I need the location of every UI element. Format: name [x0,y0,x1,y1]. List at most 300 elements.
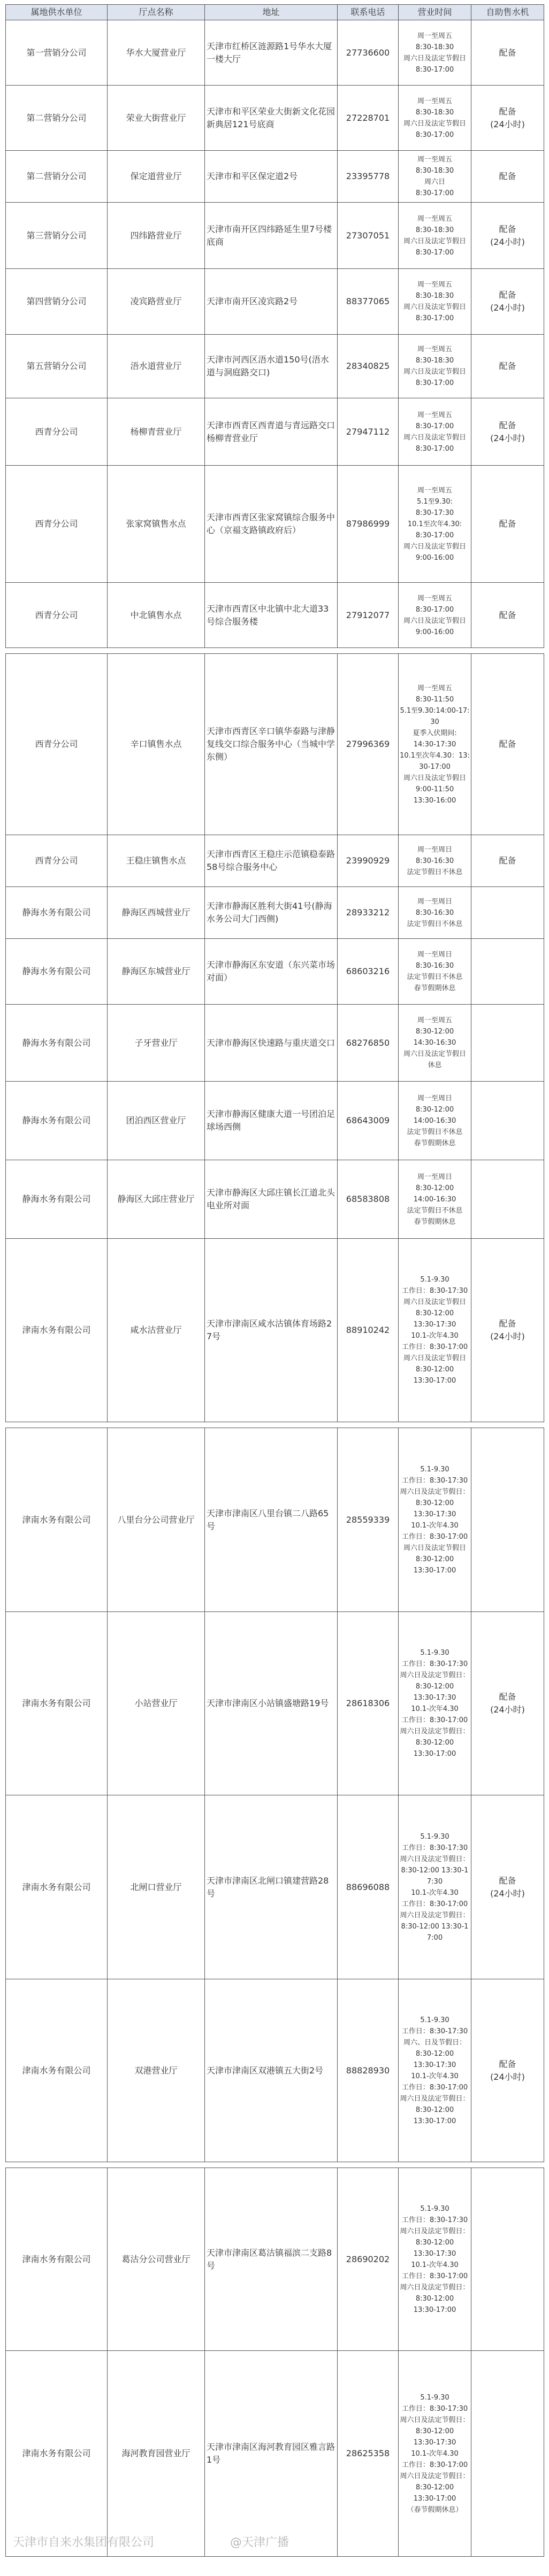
hours-line: 10.1-次年4.30 [411,1521,459,1530]
vending-machine-cell [471,466,544,583]
phone-cell: 28559339 [338,1428,399,1612]
hours-line: 8:30-12:00 [415,1683,454,1691]
unit-cell: 第二营销分公司 [6,86,108,151]
hours-line: 周一至周日 [417,951,452,959]
hours-line: 周一至周五 [417,345,452,353]
hours-cell [399,654,471,835]
hours-line: 8:30-12:00 [415,2105,454,2114]
hours-line: 周一至周五 [417,594,452,603]
phone-cell: 28625358 [338,2351,399,2557]
vending-machine-status: 配备 [499,2058,516,2069]
table-row [6,2351,544,2557]
phone-cell: 28618306 [338,1612,399,1795]
hours-cell [399,2351,471,2557]
hours-line: 周六日 [424,178,445,186]
hours-line: 周一至周五 [417,684,452,692]
vending-machine-cell [471,939,544,1005]
hours-line: 周六日及法定节假日 [403,237,466,245]
table-row [6,398,544,466]
hours-line: 周一至周五 [417,281,452,289]
hours-line: 5.1-9.30 [420,1649,449,1657]
table-row [6,654,544,835]
unit-cell: 西青分公司 [6,654,108,835]
hours-line: 5.1-9.30 [420,2393,449,2402]
vending-machine-status: (24小时) [490,119,525,129]
hours-line: 工作日：8:30-17:00 [401,1716,468,1724]
hours-line: 8:30-17:00 [415,65,454,74]
vending-machine-cell [471,887,544,939]
unit-cell: 第二营销分公司 [6,151,108,203]
phone-cell: 23395778 [338,151,399,203]
unit-cell: 静海水务有限公司 [6,939,108,1005]
table-row [6,203,544,269]
hours-line: 法定节假日不休息 [407,1128,463,1136]
hours-line: 周一至周日 [417,897,452,906]
unit-cell: 津南水务有限公司 [6,1612,108,1795]
table-row [6,1612,544,1795]
address-cell: 天津市静海区快速路与重庆道交口 [205,1005,338,1082]
hours-line: 8:30-18:30 [415,43,454,51]
hall-name-cell: 子牙营业厅 [108,1005,205,1082]
hall-name-cell: 北闸口营业厅 [108,1795,205,1979]
hours-line: 9:00-16:00 [415,553,454,562]
hours-cell [399,398,471,466]
hours-line: 周六日及法定节假日 [403,54,466,63]
hall-name-cell: 咸水沽营业厅 [108,1239,205,1422]
address-cell: 天津市津南区小站镇盛塘路19号 [205,1612,338,1795]
vending-machine-cell [471,1979,544,2162]
hours-line: 14:00-16:30 [413,1195,456,1204]
hours-line: 法定节假日不休息 [407,868,463,876]
table-row [6,1428,544,1612]
column-header: 属地供水单位 [6,5,108,20]
hours-line: 周六日及法定节假日： [400,2094,470,2103]
hall-name-cell: 双港营业厅 [108,1979,205,2162]
hours-line: 工作日：8:30-17:30 [401,1287,468,1295]
hours-line: 8:30-11:50 [415,695,454,704]
hours-line: 8:30-12:00 [415,2294,454,2303]
hours-line: 5.1-9.30 [420,2204,449,2213]
hours-line: 周六日及法定节假日 [403,542,466,551]
hall-name-cell: 四纬路营业厅 [108,203,205,269]
hours-line: 5.1-9.30 [420,1276,449,1284]
hours-cell [399,2168,471,2351]
phone-cell: 28933212 [338,887,399,939]
hall-name-cell: 王稳庄镇售水点 [108,835,205,887]
phone-cell: 27736600 [338,20,399,86]
vending-machine-status: 配备 [499,361,516,371]
hours-line: 8:30-17:00 [415,531,454,539]
hours-line: 9:00-16:00 [415,628,454,636]
hours-line: 周六日及法定节假日 [403,303,466,311]
address-cell: 天津市西青区中北镇中北大道33号综合服务楼 [205,583,338,648]
hours-line: 13:30-17:00 [413,2117,456,2125]
table-row [6,1979,544,2162]
hours-line: 5.1至9.30:14:00-17:30 [400,706,470,726]
hours-line: 10.1-次年4.30 [411,2072,459,2080]
hours-cell [399,1979,471,2162]
hours-line: 8:30-17:00 [415,189,454,197]
table-row [6,887,544,939]
hours-cell [399,887,471,939]
phone-cell: 28340825 [338,335,399,398]
hours-line: 工作日：8:30-17:30 [401,1660,468,1668]
hours-line: 周一至周日 [417,1173,452,1181]
hours-line: 8:30-12:00 [415,1366,454,1374]
hours-line: 周一至周五 [417,32,452,40]
vending-machine-status: 配备 [499,223,516,234]
hours-line: 8:30-12:00 [415,1739,454,1747]
address-cell: 天津市津南区北闸口镇建营路28号 [205,1795,338,1979]
hours-line: 法定节假日不休息 [407,920,463,928]
hours-line: 8:30-12:00 [415,1555,454,1563]
hall-name-cell: 静海区大邱庄营业厅 [108,1160,205,1239]
hours-line: 13:30-17:30 [413,1510,456,1518]
hours-cell [399,583,471,648]
hours-line: 5.1至9.30: [417,497,453,506]
vending-machine-cell [471,86,544,151]
hours-line: 工作日：8:30-17:00 [401,1900,468,1908]
phone-cell: 27912077 [338,583,399,648]
hours-line: 8:30-17:00 [415,248,454,257]
vending-machine-cell [471,335,544,398]
unit-cell: 静海水务有限公司 [6,1082,108,1160]
phone-cell: 88910242 [338,1239,399,1422]
phone-cell: 87986999 [338,466,399,583]
address-cell: 天津市静海区大邱庄镇长江道北头电业所对面 [205,1160,338,1239]
table-row [6,86,544,151]
hours-line: 工作日：8:30-17:00 [401,2461,468,2469]
hall-name-cell: 静海区东城营业厅 [108,939,205,1005]
hours-line: 10.1-次年4.30 [411,2261,459,2269]
vending-machine-status: (24小时) [490,1888,525,1899]
hall-name-cell: 凌宾路营业厅 [108,269,205,335]
hours-line: 5.1-9.30 [420,2016,449,2024]
hours-line: 8:30-18:30 [415,292,454,300]
hours-line: 8:30-16:30 [415,908,454,917]
vending-machine-status: 配备 [499,290,516,300]
hours-line: 法定节假日不休息 [407,1206,463,1215]
service-hall-table [5,1428,544,2162]
hours-line: 周六日及法定节假日： [400,1671,470,1679]
phone-cell: 88828930 [338,1979,399,2162]
hours-line: 8:30-16:30 [415,857,454,865]
table-row [6,2168,544,2351]
phone-cell: 28690202 [338,2168,399,2351]
hours-line: 工作日：8:30-17:30 [401,1844,468,1852]
table-row [6,335,544,398]
hours-line: 工作日：8:30-17:00 [401,1532,468,1541]
vending-machine-cell [471,835,544,887]
phone-cell: 88696088 [338,1795,399,1979]
address-cell: 天津市河西区浯水道150号(浯水道与洞庭路交口) [205,335,338,398]
address-cell: 天津市和平区荣业大街新文化花园新典居121号底商 [205,86,338,151]
vending-machine-status: 配备 [499,855,516,866]
hours-line: 法定节假日不休息 [407,973,463,981]
table-row [6,466,544,583]
hours-cell [399,86,471,151]
vending-machine-status: 配备 [499,1318,516,1329]
hours-line: 周一至周五 [417,486,452,495]
address-cell: 天津市津南区八里台镇二八路65号 [205,1428,338,1612]
vending-machine-cell [471,151,544,203]
vending-machine-cell [471,2168,544,2351]
address-cell: 天津市静海区健康大道一号团泊足球场西侧 [205,1082,338,1160]
hours-line: 13:30-17:30 [413,1694,456,1702]
unit-cell: 津南水务有限公司 [6,2168,108,2351]
hall-name-cell: 团泊西区营业厅 [108,1082,205,1160]
phone-cell: 27307051 [338,203,399,269]
table-row [6,1082,544,1160]
address-cell: 天津市津南区海河教育园区雅言路1号 [205,2351,338,2557]
unit-cell: 西青分公司 [6,398,108,466]
hours-line: 8:30-18:30 [415,226,454,234]
hours-line: 工作日：8:30-17:30 [401,2216,468,2224]
hours-line: 工作日：8:30-17:30 [401,2027,468,2035]
hours-line: 周六、日及节假日： [403,2038,466,2047]
hours-line: 14:00-16:30 [413,1116,456,1125]
hours-line: 13:30-17:00 [413,1566,456,1575]
hours-cell [399,335,471,398]
hours-cell [399,203,471,269]
table-row [6,151,544,203]
address-cell: 天津市西青区张家窝镇综合服务中心（京福支路镇政府后） [205,466,338,583]
hours-line: 周一至周五 [417,411,452,419]
hours-line: 8:30-12:00 [415,2427,454,2435]
hours-cell [399,151,471,203]
hours-cell [399,269,471,335]
vending-machine-cell [471,1795,544,1979]
phone-cell: 27996369 [338,654,399,835]
hours-cell [399,835,471,887]
hours-line: 8:30-12:00 [415,1028,454,1036]
hall-name-cell: 八里台分公司营业厅 [108,1428,205,1612]
hours-cell [399,1005,471,1082]
hours-line: 8:30-16:30 [415,962,454,970]
address-cell: 天津市红桥区涟源路1号华水大厦一楼大厅 [205,20,338,86]
hours-line: 8:30-12:00 [415,2483,454,2492]
hours-line: 周六日及法定节假日 [403,1544,466,1552]
hall-name-cell: 小站营业厅 [108,1612,205,1795]
column-header: 厅点名称 [108,5,205,20]
column-header: 联系电话 [338,5,399,20]
hours-line: 13:30-17:30 [413,1321,456,1329]
hours-line: 周六日及法定节假日 [403,368,466,376]
address-cell: 天津市津南区葛沽镇福滨二支路8号 [205,2168,338,2351]
unit-cell: 西青分公司 [6,466,108,583]
address-cell: 天津市南开区四纬路延生里7号楼底商 [205,203,338,269]
hours-line: 周一至周日 [417,845,452,854]
hours-line: 周一至周五 [417,97,452,105]
hours-line: 10.1至次年4.30：13:30-17:00 [400,751,470,771]
table-row [6,1005,544,1082]
hours-cell [399,466,471,583]
unit-cell: 津南水务有限公司 [6,1795,108,1979]
vending-machine-status: 配备 [499,171,516,181]
hall-name-cell: 葛沽分公司营业厅 [108,2168,205,2351]
hours-line: 周一至周五 [417,156,452,164]
hours-line: 8:30-12:00 [415,1309,454,1317]
hours-cell [399,939,471,1005]
vending-machine-cell [471,2351,544,2557]
unit-cell: 津南水务有限公司 [6,1979,108,2162]
vending-machine-status: 配备 [499,519,516,529]
table-row [6,1795,544,1979]
hours-line: 13:30-17:30 [413,2249,456,2258]
hours-line: 周一至周五 [417,1016,452,1024]
vending-machine-cell [471,203,544,269]
hours-line: 夏季入伏期间: [413,729,457,737]
hall-name-cell: 海河教育园营业厅 [108,2351,205,2557]
table-row [6,835,544,887]
hours-line: 周六日及法定节假日： [400,2416,470,2424]
phone-cell: 68583808 [338,1160,399,1239]
vending-machine-cell [471,20,544,86]
hours-line: 8:30-12:00 [415,1184,454,1192]
vending-machine-cell [471,1239,544,1422]
hours-line: 8:30-18:30 [415,357,454,365]
vending-machine-cell [471,398,544,466]
vending-machine-status: 配备 [499,47,516,58]
hall-name-cell: 杨柳青营业厅 [108,398,205,466]
hours-line: 周六日及法定节假日 [403,1050,466,1058]
hours-line: 工作日：8:30-17:00 [401,2083,468,2092]
address-cell: 天津市津南区双港镇五大街2号 [205,1979,338,2162]
hall-name-cell: 保定道营业厅 [108,151,205,203]
hours-line: 周六日及法定节假日：8:30-12:00 13:30-17:30 [400,1855,470,1886]
table-row [6,583,544,648]
hall-name-cell: 静海区西城营业厅 [108,887,205,939]
hours-line: 周一至周五 [417,214,452,223]
unit-cell: 静海水务有限公司 [6,1005,108,1082]
table-row [6,939,544,1005]
hours-line: 5.1-9.30 [420,1832,449,1841]
hours-line: 8:30-17:00 [415,444,454,453]
table-row [6,1160,544,1239]
vending-machine-status: (24小时) [490,236,525,247]
hours-cell [399,1428,471,1612]
hours-line: 9:00-11:50 [415,785,454,793]
phone-cell: 68603216 [338,939,399,1005]
vending-machine-status: (24小时) [490,303,525,313]
unit-cell: 第四营销分公司 [6,269,108,335]
hours-line: 周六日及法定节假日： [400,2227,470,2235]
unit-cell: 津南水务有限公司 [6,1239,108,1422]
hours-line: 13:30-17:00 [413,2494,456,2503]
hours-cell [399,20,471,86]
vending-machine-cell [471,1005,544,1082]
unit-cell: 静海水务有限公司 [6,1160,108,1239]
address-cell: 天津市西青区王稳庄示范镇稳泰路58号综合服务中心 [205,835,338,887]
hours-line: 工作日：8:30-17:00 [401,2272,468,2280]
hours-line: 8:30-17:00 [415,314,454,322]
hours-line: 周一至周日 [417,1094,452,1102]
hours-line: 春节假期休息 [414,1139,456,1147]
unit-cell: 津南水务有限公司 [6,2351,108,2557]
phone-cell: 27947112 [338,398,399,466]
hours-line: 10.1-次年4.30 [411,2449,459,2458]
vending-machine-status: 配备 [499,739,516,749]
hours-line: 周六日及法定节假日： [400,1727,470,1736]
vending-machine-status: 配备 [499,106,516,117]
hours-line: 14:30-17:30 [413,740,456,749]
vending-machine-cell [471,583,544,648]
hours-line: 13:30-17:30 [413,2061,456,2069]
address-cell: 天津市静海区胜利大街41号(静海水务公司大门西侧) [205,887,338,939]
hall-name-cell: 华水大厦营业厅 [108,20,205,86]
vending-machine-status: (24小时) [490,1705,525,1715]
table-header-row [6,5,544,20]
hall-name-cell: 浯水道营业厅 [108,335,205,398]
vending-machine-status: (24小时) [490,2071,525,2082]
hours-line: 10.1-次年4.30 [411,1705,459,1713]
phone-cell: 68276850 [338,1005,399,1082]
hours-line: 周六日及法定节假日 [403,616,466,625]
hours-line: 周六日及法定节假日 [403,433,466,442]
column-header: 自助售水机 [471,5,544,20]
hours-line: 13:30-17:30 [413,2438,456,2447]
hours-line: 周六日及法定节假日 [403,1354,466,1362]
unit-cell: 第一营销分公司 [6,20,108,86]
hall-name-cell: 中北镇售水点 [108,583,205,648]
hours-line: 8:30-12:00 [415,1499,454,1507]
hours-line: 周六日及法定节假日：8:30-12:00 13:30-17:00 [400,1911,470,1942]
table-row [6,20,544,86]
phone-cell: 88377065 [338,269,399,335]
hours-line: 春节假期休息 [414,1217,456,1226]
vending-machine-status: (24小时) [490,1331,525,1341]
phone-cell: 23990929 [338,835,399,887]
hours-cell [399,1082,471,1160]
unit-cell: 第五营销分公司 [6,335,108,398]
vending-machine-cell [471,1082,544,1160]
phone-cell: 27228701 [338,86,399,151]
hours-line: 13:30-17:00 [413,2305,456,2314]
vending-machine-cell [471,654,544,835]
hours-line: 10.1-次年4.30 [411,1888,459,1897]
address-cell: 天津市和平区保定道2号 [205,151,338,203]
hours-line: 5.1-9.30 [420,1465,449,1474]
hours-line: 周六日及法定节假日 [403,1298,466,1306]
hours-line: 8:30-12:00 [415,2049,454,2058]
hours-line: 8:30-17:00 [415,130,454,139]
vending-machine-cell [471,269,544,335]
hours-line: 8:30-17:30 [415,508,454,517]
hours-line: 8:30-17:00 [415,605,454,614]
hours-line: 周六日及法定节假日： [400,1487,470,1496]
unit-cell: 第三营销分公司 [6,203,108,269]
hours-line: 14:30-16:30 [413,1039,456,1047]
company-watermark: 天津市自来水集团有限公司 [13,2535,155,2549]
unit-cell: 西青分公司 [6,835,108,887]
hours-line: 工作日：8:30-17:00 [401,1343,468,1351]
hours-line: 13:30-16:00 [413,796,456,805]
table-row [6,1239,544,1422]
column-header: 地址 [205,5,338,20]
hours-line: 8:30-17:00 [415,379,454,387]
unit-cell: 静海水务有限公司 [6,887,108,939]
hours-line: 8:30-17:00 [415,422,454,430]
service-hall-table [5,4,544,648]
unit-cell: 西青分公司 [6,583,108,648]
table-row [6,269,544,335]
address-cell: 天津市津南区咸水沽镇体育场路27号 [205,1239,338,1422]
hall-name-cell: 辛口镇售水点 [108,654,205,835]
service-hall-table [5,653,544,1422]
hours-line: 周六日及法定节假日 [403,774,466,782]
hours-line: 周六日及法定节假日： [400,2283,470,2292]
vending-machine-status: 配备 [499,1875,516,1886]
